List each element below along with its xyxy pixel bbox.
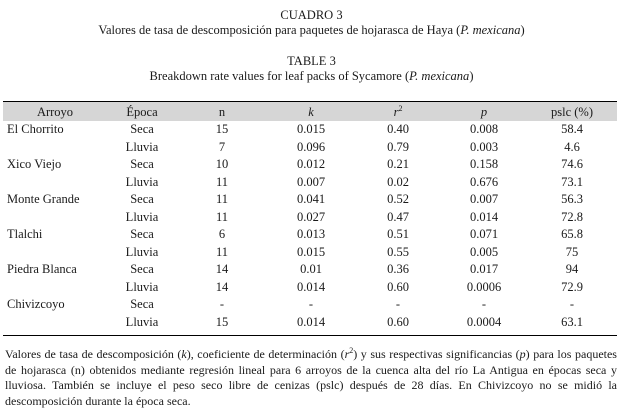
- cell-p: 0.014: [469, 209, 499, 224]
- cell-r2: 0.02: [387, 174, 409, 189]
- cell-k: -: [308, 297, 314, 311]
- header-n: n: [218, 105, 226, 119]
- cell-r2: 0.60: [387, 279, 409, 294]
- cell-pslc: 65.8: [561, 227, 583, 241]
- cell-k: 0.007: [296, 174, 326, 189]
- cell-pslc: -: [569, 297, 575, 311]
- header-p: p: [480, 105, 488, 119]
- cell-epoca: Lluvia: [125, 314, 159, 329]
- cell-p: 0.0006: [466, 279, 502, 294]
- cell-arroyo: Tlalchi: [7, 227, 43, 241]
- cell-n: 11: [215, 174, 229, 189]
- cell-pslc: 74.6: [561, 157, 583, 171]
- cell-k: 0.014: [296, 314, 326, 329]
- cell-r2: 0.55: [387, 244, 409, 259]
- species-name-en: P. mexicana: [409, 69, 470, 83]
- cell-p: 0.017: [469, 262, 499, 276]
- header-k: k: [308, 105, 314, 119]
- cell-k: 0.012: [296, 157, 326, 171]
- cell-r2: 0.36: [387, 262, 409, 276]
- header-pslc: pslc (%): [551, 105, 593, 119]
- cell-n: -: [219, 297, 225, 311]
- cell-n: 15: [215, 122, 229, 136]
- cell-r2: 0.60: [387, 314, 409, 329]
- cell-p: 0.676: [469, 174, 499, 189]
- cell-epoca: Lluvia: [125, 279, 159, 294]
- cell-arroyo: Xico Viejo: [7, 157, 62, 171]
- cell-p: 0.158: [469, 157, 499, 171]
- caption-es-label: CUADRO 3: [280, 8, 343, 22]
- cell-r2: 0.52: [387, 192, 409, 206]
- cell-arroyo: El Chorrito: [7, 122, 64, 136]
- header-arroyo: Arroyo: [36, 105, 74, 119]
- cell-p: 0.0004: [466, 314, 502, 329]
- caption-en-title: Breakdown rate values for leaf packs of Sycamore (P. mexicana): [149, 69, 474, 83]
- cell-k: 0.041: [296, 192, 326, 206]
- cell-n: 11: [215, 244, 229, 259]
- species-name-es: P. mexicana: [460, 23, 521, 37]
- cell-r2: 0.51: [387, 227, 409, 241]
- cell-k: 0.027: [296, 209, 326, 224]
- caption-en-label: TABLE 3: [287, 54, 336, 68]
- cell-n: 14: [215, 262, 229, 276]
- cell-epoca: Seca: [130, 262, 154, 276]
- caption-es-title: Valores de tasa de descomposición para paquetes de hojarasca de Haya (P. mexicana): [98, 23, 525, 37]
- cell-pslc: 72.8: [561, 209, 583, 224]
- cell-pslc: 4.6: [564, 139, 580, 154]
- cell-n: 6: [218, 227, 226, 241]
- cell-p: 0.007: [469, 192, 499, 206]
- cell-p: 0.005: [469, 244, 499, 259]
- cell-n: 11: [215, 209, 229, 224]
- cell-epoca: Lluvia: [125, 139, 159, 154]
- cell-n: 15: [215, 314, 229, 329]
- header-epoca: Época: [126, 105, 158, 119]
- cell-epoca: Seca: [130, 122, 154, 136]
- cell-p: 0.071: [469, 227, 499, 241]
- cell-k: 0.015: [296, 244, 326, 259]
- cell-pslc: 94: [565, 262, 579, 276]
- cell-epoca: Lluvia: [125, 209, 159, 224]
- cell-r2: 0.79: [387, 139, 409, 154]
- cell-pslc: 63.1: [561, 314, 583, 329]
- cell-n: 7: [218, 139, 226, 154]
- cell-pslc: 75: [565, 244, 579, 259]
- cell-r2: -: [395, 297, 401, 311]
- cell-arroyo: Piedra Blanca: [7, 262, 77, 276]
- cell-n: 10: [215, 157, 229, 171]
- cell-epoca: Seca: [130, 227, 154, 241]
- cell-k: 0.096: [296, 139, 326, 154]
- cell-k: 0.014: [296, 279, 326, 294]
- header-r2: $r^2$: [393, 103, 403, 119]
- cell-epoca: Seca: [130, 157, 154, 171]
- cell-r2: 0.21: [387, 157, 409, 171]
- cell-epoca: Lluvia: [125, 174, 159, 189]
- cell-r2: 0.47: [387, 209, 409, 224]
- cell-k: 0.01: [300, 262, 322, 276]
- cell-n: 14: [215, 279, 229, 294]
- cell-r2: 0.40: [387, 122, 409, 136]
- cell-arroyo: Chivizcoyo: [7, 297, 65, 311]
- cell-epoca: Seca: [130, 192, 154, 206]
- cell-p: 0.003: [469, 139, 499, 154]
- cell-arroyo: Monte Grande: [7, 192, 80, 206]
- cell-k: 0.013: [296, 227, 326, 241]
- cell-p: -: [481, 297, 487, 311]
- cell-p: 0.008: [469, 122, 499, 136]
- cell-pslc: 73.1: [561, 174, 583, 189]
- cell-k: 0.015: [296, 122, 326, 136]
- cell-n: 11: [215, 192, 229, 206]
- table-bottom-rule: [3, 335, 617, 336]
- table-footnote: Valores de tasa de descomposición (k), coeficiente de determinación $(r^2)$ y sus respectivas significancias (p) para los paquetes de hojarasca (n) obtenidos mediante regresión lineal para 6 arroyos de la cuenca alta del río La Antigua en épocas seca y lluviosa. También se incluye el peso seco libre de cenizas (pslc) después de 28 días. En Chivizcoyo no se midió la descomposición durante la época seca.: [5, 346, 617, 408]
- cell-pslc: 58.4: [561, 122, 583, 136]
- cell-epoca: Seca: [130, 297, 154, 311]
- cell-epoca: Lluvia: [125, 244, 159, 259]
- cell-pslc: 72.9: [561, 279, 583, 294]
- cell-pslc: 56.3: [561, 192, 583, 206]
